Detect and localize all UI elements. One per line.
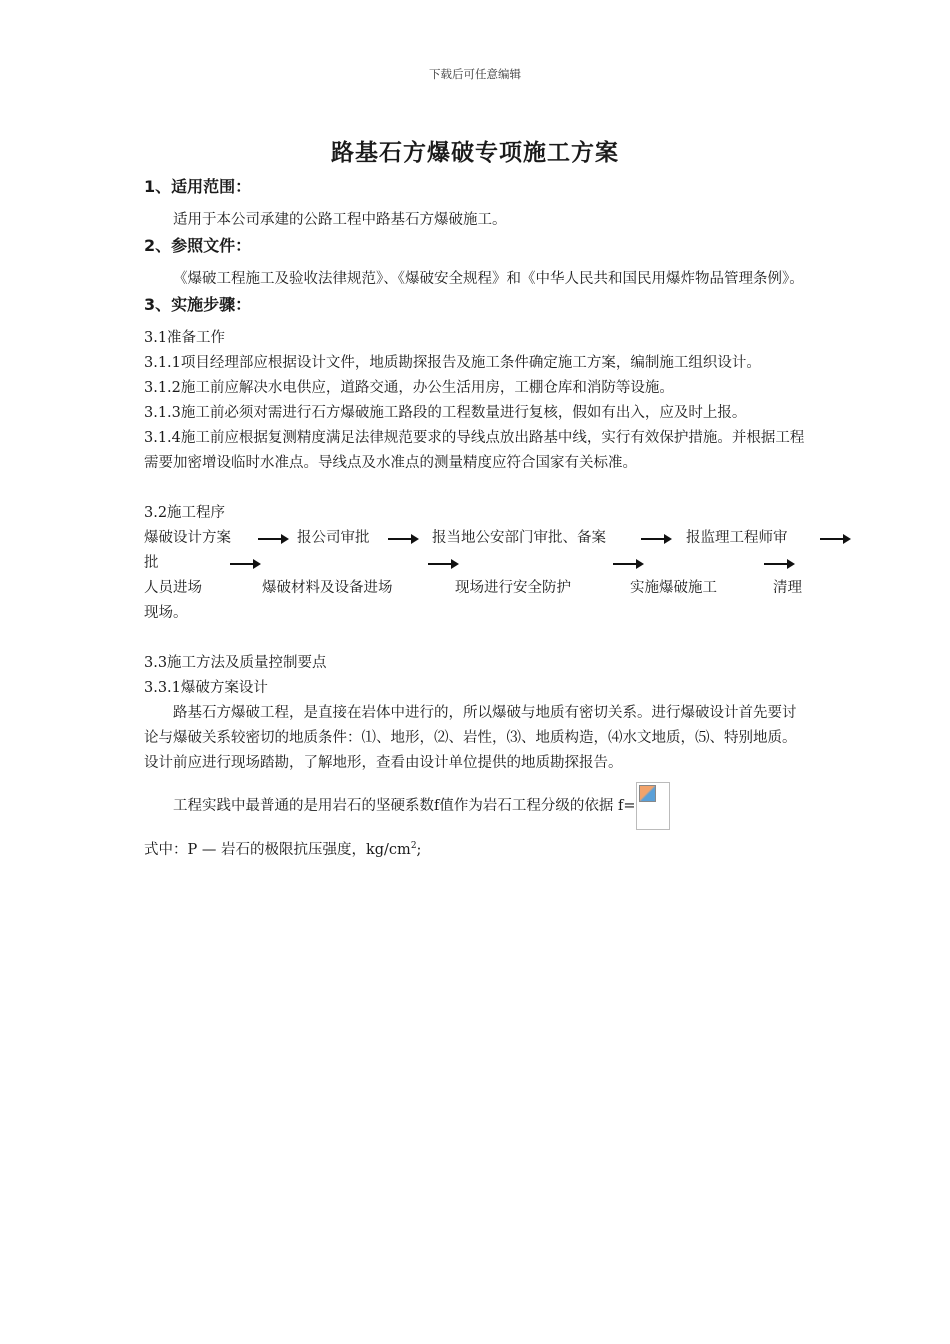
flow-step-supervisor-approval: 报监理工程师审 bbox=[686, 530, 788, 546]
section-3-1-title: 3.1准备工作 bbox=[144, 330, 226, 346]
flow-step-cleanup: 清理 bbox=[773, 580, 802, 596]
section-3-3-1-title: 3.3.1爆破方案设计 bbox=[144, 680, 268, 696]
formula-paragraph bbox=[144, 782, 808, 830]
arrow-icon bbox=[820, 538, 844, 540]
flow-step-materials: 爆破材料及设备进场 bbox=[262, 580, 393, 596]
flow-step-design: 爆破设计方案 bbox=[144, 530, 231, 546]
flow-step-personnel: 人员进场 bbox=[144, 580, 202, 596]
flow-step-company-approval: 报公司审批 bbox=[297, 530, 370, 546]
construction-flow bbox=[144, 526, 854, 601]
section-2-body: 《爆破工程施工及验收法律规范》、《爆破安全规程》和《中华人民共和国民用爆炸物品管理条例》。 bbox=[173, 271, 804, 287]
flow-step-supervisor-approval-cont: 批 bbox=[144, 555, 159, 571]
formula-note bbox=[144, 834, 808, 863]
section-2-heading: 2、参照文件： bbox=[144, 236, 252, 255]
section-3-3-1-body: 路基石方爆破工程，是直接在岩体中进行的，所以爆破与地质有密切关系。进行爆破设计首先要讨论与爆破关系较密切的地质条件：⑴、地形，⑵、岩性，⑶、地质构造，⑷水文地质，⑸、特别地质。设计前应进行现场踏勘，了解地形，查看由设计单位提供的地质勘探报告。 bbox=[144, 705, 797, 771]
section-1-body: 适用于本公司承建的公路工程中路基石方爆破施工。 bbox=[173, 212, 507, 228]
arrow-icon bbox=[230, 563, 254, 565]
header-note: 下载后可任意编辑 bbox=[429, 67, 521, 81]
section-1-heading: 1、适用范围： bbox=[144, 177, 252, 196]
formula-text: 工程实践中最普通的是用岩石的坚硬系数f值作为岩石工程分级的依据 f= bbox=[173, 798, 636, 814]
arrow-icon bbox=[613, 563, 637, 565]
formula-note-sup: 2 bbox=[410, 841, 417, 851]
formula-image-icon bbox=[636, 782, 670, 830]
formula-note-text: 式中：P — 岩石的极限抗压强度，kg/cm bbox=[144, 841, 411, 858]
flow-step-police-approval: 报当地公安部门审批、备案 bbox=[432, 530, 606, 546]
section-3-2-title: 3.2施工程序 bbox=[144, 505, 226, 521]
arrow-icon bbox=[388, 538, 412, 540]
section-3-3-title: 3.3施工方法及质量控制要点 bbox=[144, 655, 327, 671]
arrow-icon bbox=[428, 563, 452, 565]
flow-step-blasting: 实施爆破施工 bbox=[630, 580, 717, 596]
section-3-heading: 3、实施步骤： bbox=[144, 295, 252, 314]
flow-step-safety: 现场进行安全防护 bbox=[455, 580, 571, 596]
arrow-icon bbox=[641, 538, 665, 540]
section-3-1-1: 3.1.1项目经理部应根据设计文件，地质勘探报告及施工条件确定施工方案，编制施工组织设计。 bbox=[144, 355, 761, 371]
formula-note-end: ; bbox=[416, 841, 422, 858]
section-3-1-3: 3.1.3施工前必须对需进行石方爆破施工路段的工程数量进行复核，假如有出入，应及时上报。 bbox=[144, 405, 747, 421]
document-body bbox=[144, 174, 808, 863]
arrow-icon bbox=[258, 538, 282, 540]
flow-step-cleanup-cont: 现场。 bbox=[144, 605, 188, 621]
section-3-1-4: 3.1.4施工前应根据复测精度满足法律规范要求的导线点放出路基中线，实行有效保护措施。并根据工程需要加密增设临时水准点。导线点及水准点的测量精度应符合国家有关标准。 bbox=[144, 430, 805, 471]
page-title: 路基石方爆破专项施工方案 bbox=[331, 140, 619, 166]
section-3-1-2: 3.1.2施工前应解决水电供应，道路交通，办公生活用房，工棚仓库和消防等设施。 bbox=[144, 380, 674, 396]
arrow-icon bbox=[764, 563, 788, 565]
